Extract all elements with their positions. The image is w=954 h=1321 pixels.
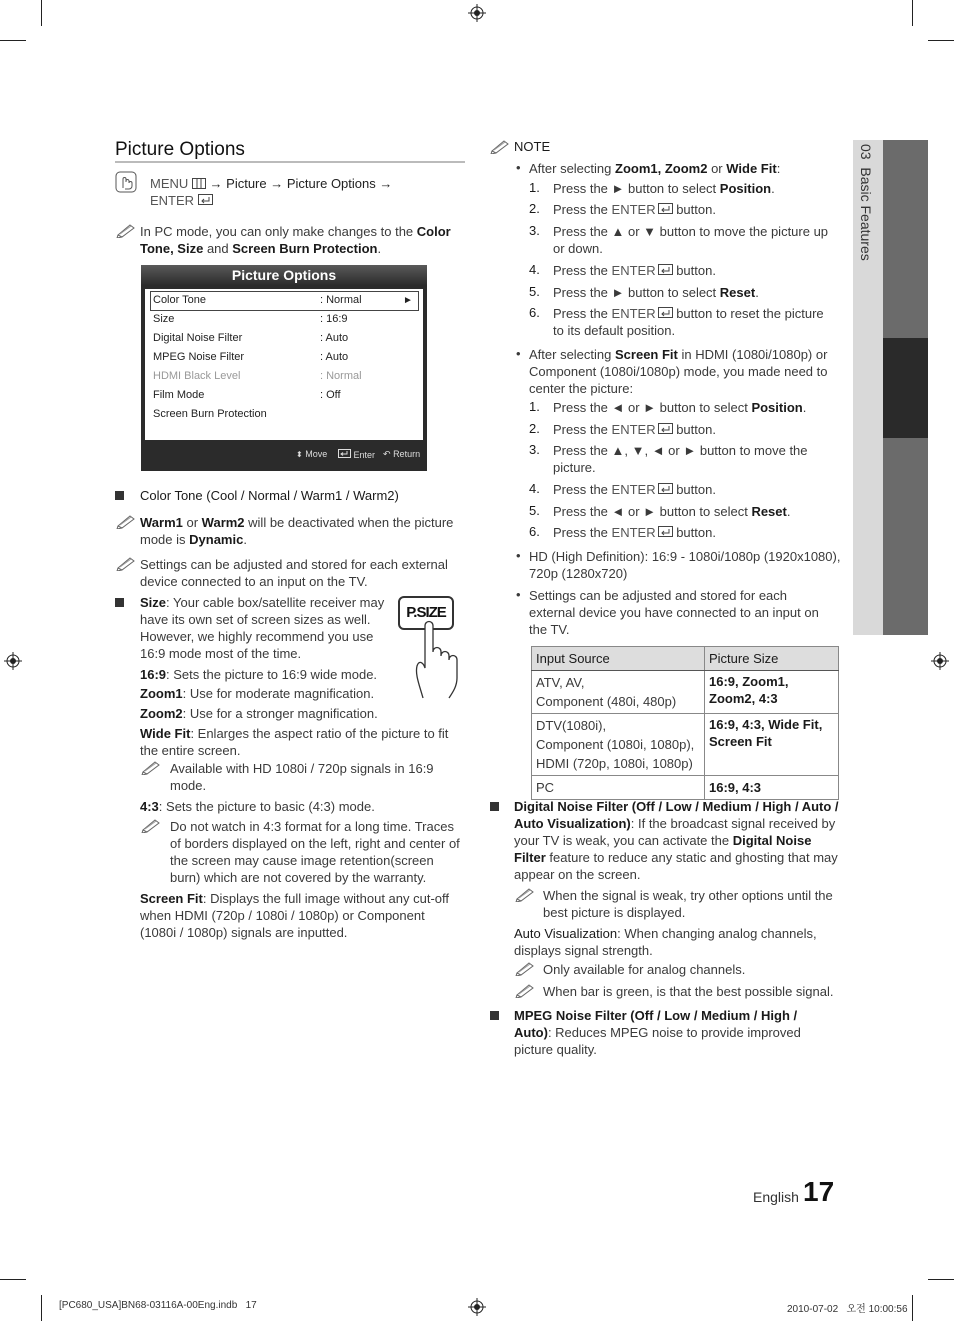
steps-list-zoom <box>529 180 839 345</box>
crop-mark <box>928 40 954 41</box>
enter-icon <box>338 449 351 458</box>
enter-icon <box>198 194 213 205</box>
screen-fit-paragraph: Screen Fit: Displays the full image without any cut-off when HDMI (720p / 1080i / 1080p) or Component (1080i / 1080p) signals are inputted. <box>140 891 450 940</box>
table-cell: PC <box>532 776 705 800</box>
osd-row-label[interactable]: Size <box>153 313 175 325</box>
osd-row-label[interactable]: Color Tone <box>153 294 206 306</box>
four-three-note: Do not watch in 4:3 format for a long time. Traces of borders displayed on the left, right and center of the screen may cause image retention(screen burn) which are not covered by the warranty. <box>170 819 460 885</box>
footer-language: English <box>753 1189 799 1205</box>
menu-label: MENU <box>150 176 189 191</box>
bullet-dot: • <box>516 160 521 175</box>
psize-button: P.SIZE <box>398 596 454 630</box>
section-title: Picture Options <box>115 139 245 160</box>
note-pencil-icon <box>490 138 510 154</box>
note-pencil-icon <box>116 222 136 238</box>
size-paragraph: Size: Your cable box/satellite receiver may have its own set of screen sizes as well. However, we highly recommend you use 16:9 mode most of the time. <box>140 595 385 661</box>
picture-options-osd: Picture Options Color Tone : Normal ► Size : 16:9 Digital Noise Filter : Auto MPEG Noise Filter : Auto HDMI Black Level : Normal Film Mode : Off Screen Burn Protection ⬍ Move Enter ↶ Return <box>141 265 427 471</box>
registration-mark-icon <box>4 652 22 670</box>
osd-title: Picture Options <box>141 265 427 285</box>
bullet-dot: • <box>516 346 521 361</box>
enter-icon <box>658 483 673 494</box>
note-bullet-zoom: After selecting Zoom1, Zoom2 or Wide Fit: <box>529 161 781 176</box>
bullet-square <box>115 491 124 500</box>
menu-path: MENU → Picture → Picture Options → ENTER <box>150 176 393 208</box>
crop-mark <box>0 40 26 41</box>
bullet-dot: • <box>516 587 521 602</box>
enter-label: ENTER <box>150 193 195 208</box>
list-item: 4. Press the ENTER button. <box>529 262 716 278</box>
crop-mark <box>0 1279 26 1280</box>
note-pencil-icon <box>515 982 535 998</box>
note-pencil-icon <box>116 513 136 529</box>
table-header: Picture Size <box>705 647 839 671</box>
list-item: 6. Press the ENTER button. <box>529 524 716 540</box>
registration-mark-icon <box>468 1298 486 1316</box>
settings-note: Settings can be adjusted and stored for each external device connected to an input on the TV. <box>140 557 448 589</box>
osd-row-label[interactable]: Film Mode <box>153 389 205 401</box>
title-rule <box>115 161 465 163</box>
move-icon: ⬍ <box>296 450 303 459</box>
side-tab-label: 03 Basic Features <box>858 144 874 261</box>
list-item: 2. Press the ENTER button. <box>529 201 716 217</box>
table-row <box>532 671 839 714</box>
input-source-table <box>531 646 839 800</box>
side-tab <box>853 140 928 635</box>
table-cell: ATV, AV, Component (480i, 480p) <box>532 671 705 714</box>
table-row <box>532 776 839 800</box>
enter-icon <box>658 423 673 434</box>
crop-mark <box>928 1279 954 1280</box>
crop-mark <box>912 0 913 26</box>
print-date: 2010-07-02 오전 10:00:56 <box>787 1304 908 1315</box>
print-file-info: [PC680_USA]BN68-03116A-00Eng.indb 17 <box>59 1300 257 1311</box>
table-row <box>532 714 839 776</box>
dnf-note: When the signal is weak, try other options until the best picture is displayed. <box>543 888 833 920</box>
note-pencil-icon <box>141 759 161 775</box>
list-item: 5. Press the ◄ or ► button to select Reset. <box>529 503 791 519</box>
enter-icon <box>658 203 673 214</box>
four-three-line: 4:3: Sets the picture to basic (4:3) mode. <box>140 799 375 814</box>
crop-mark <box>41 0 42 26</box>
list-item: 5. Press the ► button to select Reset. <box>529 284 759 300</box>
list-item: 2. Press the ENTER button. <box>529 421 716 437</box>
osd-row-label[interactable]: Screen Burn Protection <box>153 408 267 420</box>
osd-row-value: : Off <box>320 389 341 401</box>
dnf-paragraph: Digital Noise Filter (Off / Low / Medium / High / Auto / Auto Visualization): If the broadcast signal received by your TV is weak, you can activate the Digital Noise Filter feature to reduce any static and ghosting that may appear on the screen. <box>514 799 839 882</box>
osd-row-value: : Auto <box>320 351 349 363</box>
osd-row-label: HDMI Black Level <box>153 370 241 382</box>
osd-row-value: : Auto <box>320 332 349 344</box>
table-cell: 16:9, 4:3, Wide Fit, Screen Fit <box>705 714 839 776</box>
note-pencil-icon <box>141 817 161 833</box>
registration-mark-icon <box>468 4 486 22</box>
list-item: 1. Press the ◄ or ► button to select Position. <box>529 399 807 415</box>
crop-mark <box>41 1295 42 1321</box>
note-label: NOTE <box>514 139 551 154</box>
crop-mark <box>912 1295 913 1321</box>
enter-icon <box>658 264 673 275</box>
table-cell: 16:9, 4:3 <box>705 776 839 800</box>
auto-visualization-paragraph: Auto Visualization: When changing analog channels, displays signal strength. <box>514 926 817 958</box>
bullet-square <box>490 802 499 811</box>
table-header-row <box>532 647 839 671</box>
note-bullet-settings: Settings can be adjusted and stored for each external device you have connected to an input on the TV. <box>529 588 819 637</box>
osd-row-value: : 16:9 <box>320 313 348 325</box>
osd-menu-list <box>145 289 423 440</box>
page-number: 17 <box>803 1176 835 1207</box>
osd-right-arrow-icon: ► <box>403 295 413 306</box>
steps-list-screen-fit <box>529 399 839 545</box>
list-item: 6. Press the ENTER button to reset the picture to its default position. <box>529 305 824 338</box>
enter-icon <box>658 526 673 537</box>
menu-icon <box>192 178 206 189</box>
av-note-green: When bar is green, is that the best possible signal. <box>543 984 834 999</box>
warm-note: Warm1 or Warm2 will be deactivated when the picture mode is Dynamic. <box>140 515 454 547</box>
table-cell: DTV(1080i), Component (1080i, 1080p), HDMI (720p, 1080i, 1080p) <box>532 714 705 776</box>
osd-row-label[interactable]: MPEG Noise Filter <box>153 351 245 363</box>
note-pencil-icon <box>116 555 136 571</box>
bullet-square <box>490 1011 499 1020</box>
note-bullet-screen-fit: After selecting Screen Fit in HDMI (1080i/1080p) or Component (1080i/1080p) mode, you made need to center the picture: <box>529 347 828 396</box>
wide-fit-note: Available with HD 1080i / 720p signals in 16:9 mode. <box>170 761 434 793</box>
enter-icon <box>658 307 673 318</box>
osd-row-value: : Normal <box>320 294 362 306</box>
note-pencil-icon <box>515 960 535 976</box>
size-options: 16:9: Sets the picture to 16:9 wide mode. Zoom1: Use for moderate magnification. Zoom2: Use for a stronger magnification. Wide Fit: Enlarges the aspect ratio of the picture to fit the entire screen. <box>140 667 449 758</box>
osd-row-label[interactable]: Digital Noise Filter <box>153 332 243 344</box>
list-item: 3. Press the ▲, ▼, ◄ or ► button to move the picture. <box>529 442 808 475</box>
bullet-dot: • <box>516 548 521 563</box>
pc-mode-note: In PC mode, you can only make changes to the Color Tone, Size and Screen Burn Protection. <box>140 224 451 256</box>
bullet-square <box>115 598 124 607</box>
osd-footer: ⬍ Move <box>296 449 328 459</box>
color-tone-heading: Color Tone (Cool / Normal / Warm1 / Warm2) <box>140 488 399 503</box>
list-item: 1. Press the ► button to select Position. <box>529 180 775 196</box>
note-bullet-hd: HD (High Definition): 16:9 - 1080i/1080p (1920x1080), 720p (1280x720) <box>529 549 841 581</box>
list-item: 4. Press the ENTER button. <box>529 481 716 497</box>
return-icon: ↶ <box>383 449 391 459</box>
table-header: Input Source <box>532 647 705 671</box>
table-cell: 16:9, Zoom1, Zoom2, 4:3 <box>705 671 839 714</box>
note-pencil-icon <box>515 886 535 902</box>
registration-mark-icon <box>931 652 949 670</box>
osd-row-value: : Normal <box>320 370 362 382</box>
list-item: 3. Press the ▲ or ▼ button to move the picture up or down. <box>529 223 829 256</box>
hand-remote-icon <box>115 171 137 193</box>
av-note-analog: Only available for analog channels. <box>543 962 746 977</box>
mpeg-paragraph: MPEG Noise Filter (Off / Low / Medium / High / Auto): Reduces MPEG noise to provide improved picture quality. <box>514 1008 801 1057</box>
